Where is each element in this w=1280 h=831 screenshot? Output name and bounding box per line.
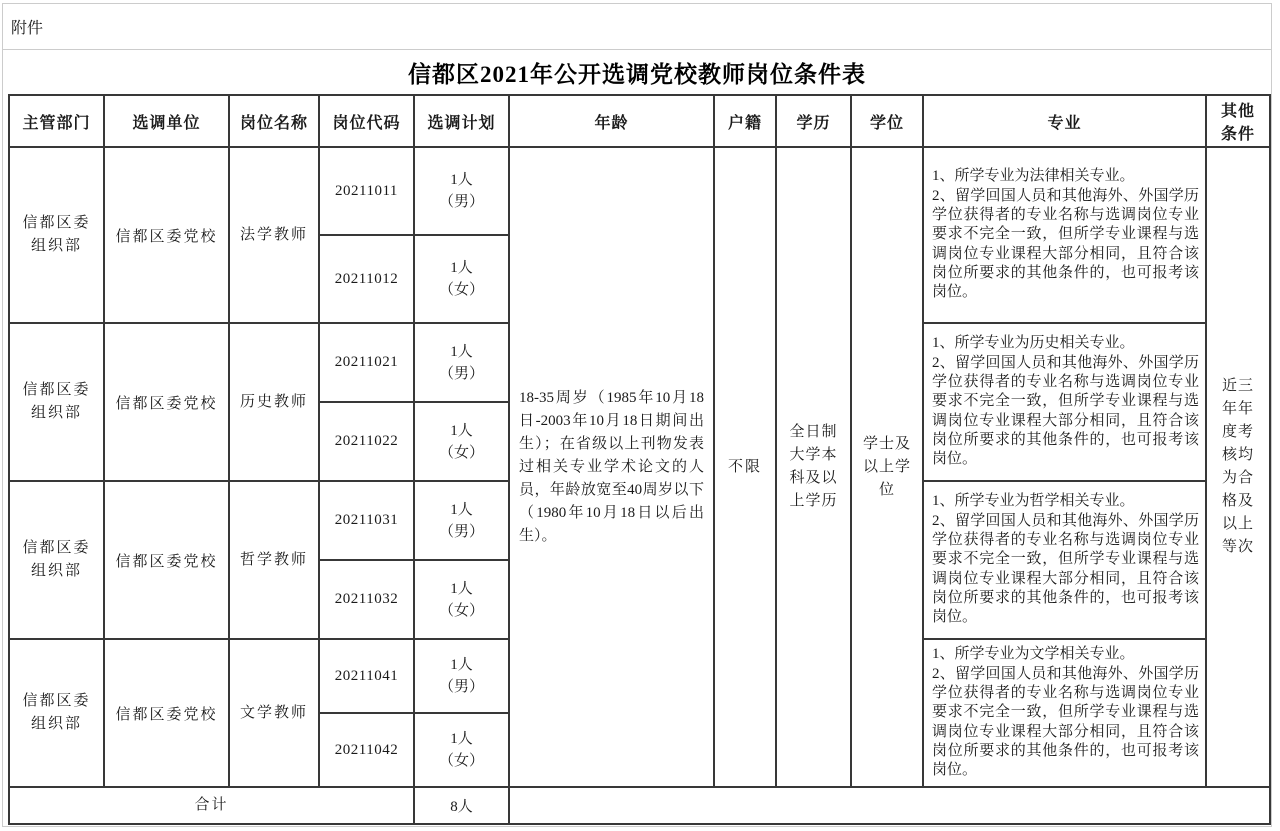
total-value: 8人 bbox=[414, 787, 509, 824]
plan-gender: （男） bbox=[438, 523, 484, 540]
header-household: 户籍 bbox=[714, 95, 776, 147]
cell-position: 法学教师 bbox=[229, 147, 319, 323]
cell-plan bbox=[414, 560, 509, 639]
cell-household: 不限 bbox=[714, 147, 776, 787]
plan-gender: （女） bbox=[438, 444, 484, 461]
table-header-row bbox=[9, 95, 1270, 147]
cell-major bbox=[923, 323, 1206, 481]
major-line-2: 2、留学回国人员和其他海外、外国学历学位获得者的专业名称与选调岗位专业要求不完全一致，但所学专业课程与选调岗位专业课程大部分相同，且符合该岗位所要求的其他条件的，也可报考该岗位。 bbox=[932, 354, 1199, 468]
attachment-label: 附件 bbox=[11, 20, 44, 37]
plan-count: 1人 bbox=[450, 343, 473, 360]
major-line-2: 2、留学回国人员和其他海外、外国学历学位获得者的专业名称与选调岗位专业要求不完全一致，但所学专业课程与选调岗位专业课程大部分相同，且符合该岗位所要求的其他条件的，也可报考该岗位。 bbox=[932, 512, 1199, 626]
header-age: 年龄 bbox=[509, 95, 714, 147]
cell-plan bbox=[414, 713, 509, 787]
plan-count: 1人 bbox=[450, 580, 473, 597]
cell-degree: 学士及以上学位 bbox=[851, 147, 923, 787]
plan-gender: （男） bbox=[438, 194, 484, 210]
major-line-1: 1、所学专业为法律相关专业。 bbox=[932, 168, 1135, 185]
cell-other-conditions: 近三年年度考核均为合格及以上等次 bbox=[1206, 147, 1270, 787]
cell-plan bbox=[414, 481, 509, 560]
major-line-2: 2、留学回国人员和其他海外、外国学历学位获得者的专业名称与选调岗位专业要求不完全一致，但所学专业课程与选调岗位专业课程大部分相同，且符合该岗位所要求的其他条件的，也可报考该岗位。 bbox=[932, 187, 1199, 301]
cell-position: 历史教师 bbox=[229, 323, 319, 481]
header-position: 岗位名称 bbox=[229, 95, 319, 147]
plan-count: 1人 bbox=[450, 260, 473, 276]
cell-plan bbox=[414, 323, 509, 402]
header-code: 岗位代码 bbox=[319, 95, 414, 147]
cell-plan bbox=[414, 235, 509, 323]
cell-education: 全日制大学本科及以上学历 bbox=[776, 147, 851, 787]
cell-plan bbox=[414, 147, 509, 235]
plan-count: 1人 bbox=[450, 501, 473, 518]
table-row-law-male bbox=[9, 147, 1270, 235]
plan-count: 1人 bbox=[450, 422, 473, 439]
total-empty-cell bbox=[509, 787, 1270, 824]
cell-position: 哲学教师 bbox=[229, 481, 319, 639]
attachment-row bbox=[3, 4, 1271, 50]
header-other-conditions: 其他条件 bbox=[1206, 95, 1270, 147]
table-total-row bbox=[9, 787, 1270, 824]
plan-count: 1人 bbox=[450, 172, 473, 188]
major-line-2: 2、留学回国人员和其他海外、外国学历学位获得者的专业名称与选调岗位专业要求不完全一致，但所学专业课程与选调岗位专业课程大部分相同，且符合该岗位所要求的其他条件的，也可报考该岗位。 bbox=[932, 665, 1199, 779]
cell-department: 信都区委组织部 bbox=[9, 323, 104, 481]
header-education: 学历 bbox=[776, 95, 851, 147]
positions-table bbox=[8, 94, 1271, 825]
plan-count: 1人 bbox=[450, 657, 473, 673]
header-major: 专业 bbox=[923, 95, 1206, 147]
major-line-1: 1、所学专业为哲学相关专业。 bbox=[932, 493, 1135, 510]
header-plan: 选调计划 bbox=[414, 95, 509, 147]
cell-department: 信都区委组织部 bbox=[9, 147, 104, 323]
cell-unit: 信都区委党校 bbox=[104, 639, 229, 787]
cell-code: 20211041 bbox=[319, 639, 414, 713]
plan-gender: （男） bbox=[438, 679, 484, 695]
plan-gender: （女） bbox=[438, 602, 484, 619]
cell-position: 文学教师 bbox=[229, 639, 319, 787]
plan-gender: （男） bbox=[438, 365, 484, 382]
header-department: 主管部门 bbox=[9, 95, 104, 147]
plan-gender: （女） bbox=[438, 282, 484, 298]
cell-code: 20211021 bbox=[319, 323, 414, 402]
cell-major bbox=[923, 481, 1206, 639]
total-label: 合计 bbox=[9, 787, 414, 824]
cell-code: 20211022 bbox=[319, 402, 414, 481]
header-degree: 学位 bbox=[851, 95, 923, 147]
cell-unit: 信都区委党校 bbox=[104, 481, 229, 639]
plan-count: 1人 bbox=[450, 731, 473, 747]
cell-code: 20211042 bbox=[319, 713, 414, 787]
cell-code: 20211032 bbox=[319, 560, 414, 639]
cell-plan bbox=[414, 639, 509, 713]
page-title: 信都区2021年公开选调党校教师岗位条件表 bbox=[408, 61, 866, 87]
cell-plan bbox=[414, 402, 509, 481]
cell-department: 信都区委组织部 bbox=[9, 639, 104, 787]
cell-unit: 信都区委党校 bbox=[104, 323, 229, 481]
header-unit: 选调单位 bbox=[104, 95, 229, 147]
cell-code: 20211011 bbox=[319, 147, 414, 235]
major-line-1: 1、所学专业为文学相关专业。 bbox=[932, 646, 1135, 663]
cell-department: 信都区委组织部 bbox=[9, 481, 104, 639]
cell-code: 20211031 bbox=[319, 481, 414, 560]
cell-unit: 信都区委党校 bbox=[104, 147, 229, 323]
plan-gender: （女） bbox=[438, 753, 484, 769]
cell-code: 20211012 bbox=[319, 235, 414, 323]
major-line-1: 1、所学专业为历史相关专业。 bbox=[932, 335, 1135, 352]
title-row bbox=[3, 50, 1271, 94]
document-page bbox=[2, 3, 1272, 827]
cell-major bbox=[923, 639, 1206, 787]
cell-major bbox=[923, 147, 1206, 323]
cell-age: 18-35周岁（1985年10月18日-2003年10月18日期间出生）；在省级以上刊物发表过相关专业学术论文的人员，年龄放宽至40周岁以下（1980年10月18日以后出生）。 bbox=[509, 147, 714, 787]
